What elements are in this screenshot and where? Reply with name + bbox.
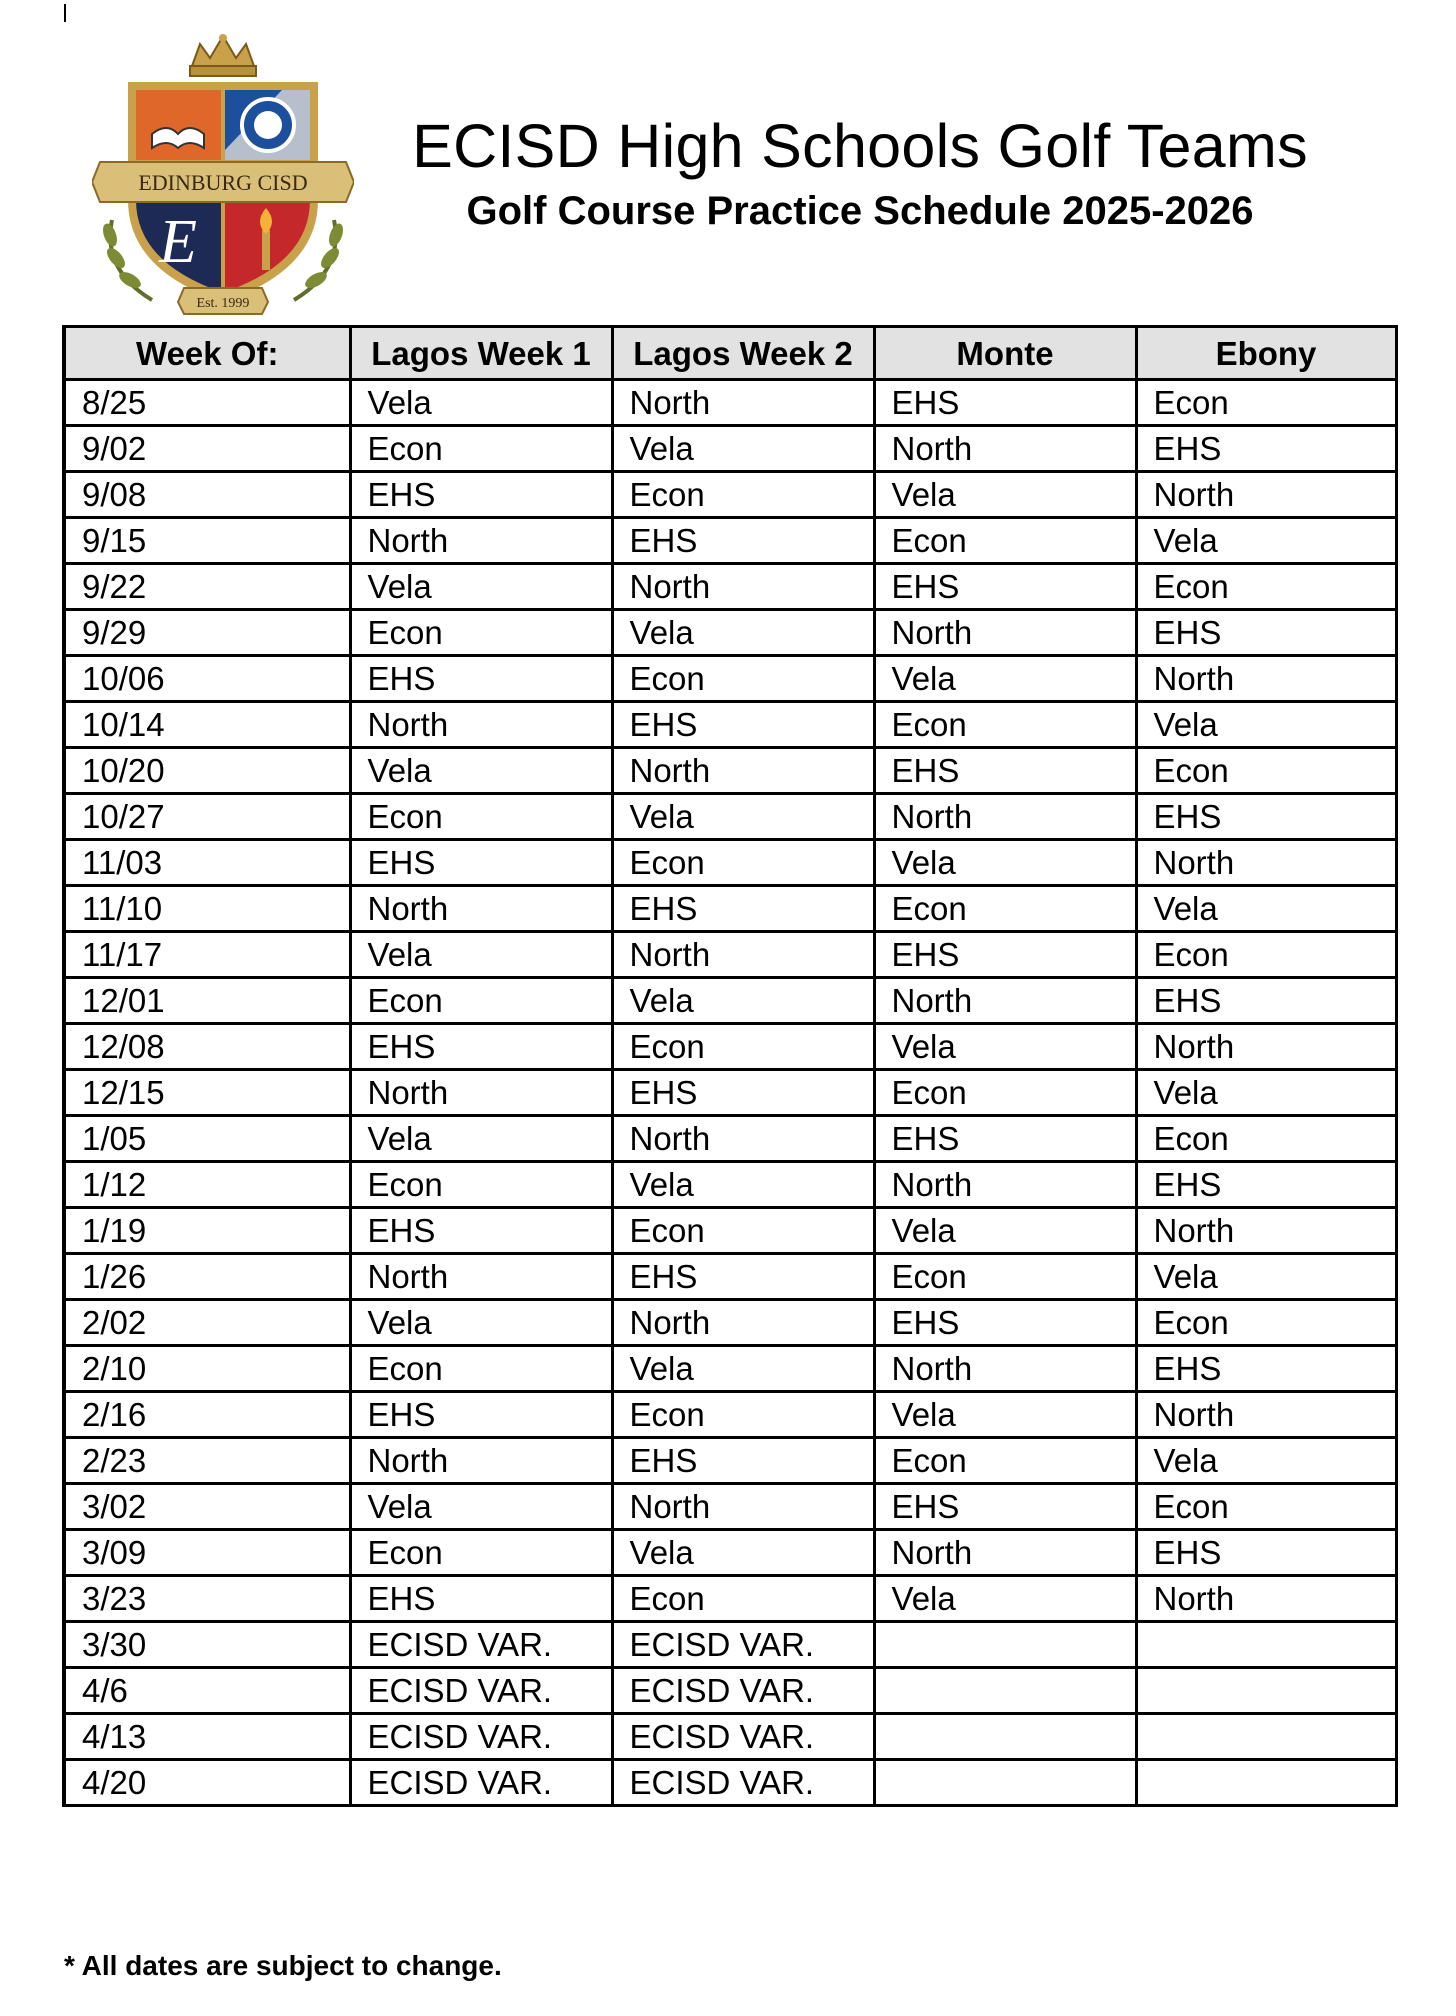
- table-row: [64, 472, 1396, 518]
- cell-ebony: EHS: [1136, 1162, 1396, 1208]
- cell-monte: North: [874, 978, 1136, 1024]
- cell-monte: EHS: [874, 564, 1136, 610]
- cell-lagos-week-2: EHS: [612, 1070, 874, 1116]
- table-row: [64, 1530, 1396, 1576]
- svg-text:Est. 1999: Est. 1999: [196, 296, 250, 311]
- table-row: [64, 1254, 1396, 1300]
- cell-week-of: 9/29: [64, 610, 350, 656]
- cell-lagos-week-2: Econ: [612, 1392, 874, 1438]
- cell-lagos-week-2: Vela: [612, 426, 874, 472]
- cell-ebony: Vela: [1136, 702, 1396, 748]
- cell-lagos-week-2: Econ: [612, 1208, 874, 1254]
- cell-week-of: 2/16: [64, 1392, 350, 1438]
- cell-ebony: EHS: [1136, 1530, 1396, 1576]
- cell-week-of: 9/08: [64, 472, 350, 518]
- cell-lagos-week-2: North: [612, 1484, 874, 1530]
- table-row: [64, 1484, 1396, 1530]
- cell-monte: Econ: [874, 702, 1136, 748]
- cell-lagos-week-1: North: [350, 518, 612, 564]
- cell-week-of: 11/03: [64, 840, 350, 886]
- cell-ebony: EHS: [1136, 610, 1396, 656]
- cell-week-of: 3/30: [64, 1622, 350, 1668]
- cell-lagos-week-1: EHS: [350, 472, 612, 518]
- cell-monte: Vela: [874, 1576, 1136, 1622]
- column-header-monte: Monte: [874, 327, 1136, 380]
- cell-week-of: 1/05: [64, 1116, 350, 1162]
- cell-ebony: Vela: [1136, 1070, 1396, 1116]
- cell-ebony: EHS: [1136, 978, 1396, 1024]
- cell-monte: Vela: [874, 1208, 1136, 1254]
- footnote: * All dates are subject to change.: [64, 1950, 502, 1981]
- cell-week-of: 3/23: [64, 1576, 350, 1622]
- cell-monte: North: [874, 1346, 1136, 1392]
- cell-week-of: 4/13: [64, 1714, 350, 1760]
- table-row: [64, 1300, 1396, 1346]
- cell-monte: Vela: [874, 1024, 1136, 1070]
- cell-week-of: 2/23: [64, 1438, 350, 1484]
- table-row: [64, 1622, 1396, 1668]
- cell-monte: Econ: [874, 1254, 1136, 1300]
- column-header-ebony: Ebony: [1136, 327, 1396, 380]
- cell-ebony: Vela: [1136, 518, 1396, 564]
- cell-monte: North: [874, 1162, 1136, 1208]
- cell-lagos-week-2: ECISD VAR.: [612, 1668, 874, 1714]
- table-row: [64, 932, 1396, 978]
- cell-lagos-week-2: Econ: [612, 656, 874, 702]
- cell-monte: Vela: [874, 472, 1136, 518]
- cell-ebony: North: [1136, 1024, 1396, 1070]
- cell-monte: EHS: [874, 1300, 1136, 1346]
- cell-ebony: EHS: [1136, 1346, 1396, 1392]
- cell-monte: EHS: [874, 748, 1136, 794]
- cell-monte: Vela: [874, 1392, 1136, 1438]
- cell-lagos-week-1: EHS: [350, 1392, 612, 1438]
- cell-lagos-week-2: Vela: [612, 1162, 874, 1208]
- table-body: [64, 380, 1396, 1806]
- cell-ebony: Vela: [1136, 1438, 1396, 1484]
- cell-monte: Vela: [874, 656, 1136, 702]
- cell-lagos-week-1: ECISD VAR.: [350, 1668, 612, 1714]
- column-header-lagos-week-1: Lagos Week 1: [350, 327, 612, 380]
- cell-week-of: 1/12: [64, 1162, 350, 1208]
- cell-monte: North: [874, 1530, 1136, 1576]
- table-row: [64, 1208, 1396, 1254]
- cell-week-of: 12/01: [64, 978, 350, 1024]
- table-row: [64, 1576, 1396, 1622]
- table-row: [64, 518, 1396, 564]
- cell-lagos-week-2: Econ: [612, 1024, 874, 1070]
- table-row: [64, 1714, 1396, 1760]
- cell-lagos-week-2: ECISD VAR.: [612, 1622, 874, 1668]
- table-row: [64, 1162, 1396, 1208]
- cell-lagos-week-2: North: [612, 564, 874, 610]
- cell-lagos-week-2: EHS: [612, 886, 874, 932]
- page-title: ECISD High Schools Golf Teams: [412, 112, 1308, 180]
- cell-ebony: [1136, 1668, 1396, 1714]
- table-row: [64, 1760, 1396, 1806]
- cell-ebony: [1136, 1714, 1396, 1760]
- cell-week-of: 10/06: [64, 656, 350, 702]
- cell-lagos-week-2: EHS: [612, 702, 874, 748]
- cell-week-of: 12/15: [64, 1070, 350, 1116]
- table-row: [64, 886, 1396, 932]
- cell-lagos-week-1: North: [350, 1254, 612, 1300]
- column-header-lagos-week-2: Lagos Week 2: [612, 327, 874, 380]
- cell-week-of: 2/10: [64, 1346, 350, 1392]
- cell-lagos-week-1: Econ: [350, 1530, 612, 1576]
- table-row: [64, 1438, 1396, 1484]
- svg-text:E: E: [159, 208, 197, 276]
- table-row: [64, 702, 1396, 748]
- cell-lagos-week-1: Vela: [350, 564, 612, 610]
- cell-lagos-week-1: Vela: [350, 1300, 612, 1346]
- cell-ebony: [1136, 1760, 1396, 1806]
- cell-lagos-week-2: Vela: [612, 610, 874, 656]
- cell-lagos-week-2: Vela: [612, 794, 874, 840]
- cell-lagos-week-1: North: [350, 1438, 612, 1484]
- cell-monte: Econ: [874, 886, 1136, 932]
- table-row: [64, 1392, 1396, 1438]
- cell-lagos-week-1: ECISD VAR.: [350, 1714, 612, 1760]
- svg-text:EDINBURG CISD: EDINBURG CISD: [138, 170, 308, 195]
- cell-lagos-week-1: ECISD VAR.: [350, 1760, 612, 1806]
- cell-lagos-week-1: Econ: [350, 1346, 612, 1392]
- cell-ebony: [1136, 1622, 1396, 1668]
- cell-monte: Vela: [874, 840, 1136, 886]
- cell-monte: [874, 1714, 1136, 1760]
- table-row: [64, 978, 1396, 1024]
- cell-lagos-week-2: ECISD VAR.: [612, 1714, 874, 1760]
- cell-lagos-week-1: Econ: [350, 426, 612, 472]
- cell-lagos-week-1: EHS: [350, 1208, 612, 1254]
- cell-week-of: 8/25: [64, 380, 350, 426]
- cell-lagos-week-2: Econ: [612, 1576, 874, 1622]
- cell-lagos-week-1: EHS: [350, 1024, 612, 1070]
- cell-ebony: Econ: [1136, 1116, 1396, 1162]
- cell-week-of: 4/20: [64, 1760, 350, 1806]
- cell-ebony: North: [1136, 1208, 1396, 1254]
- cell-lagos-week-2: Vela: [612, 1530, 874, 1576]
- cell-monte: EHS: [874, 380, 1136, 426]
- cell-lagos-week-1: EHS: [350, 656, 612, 702]
- table-row: [64, 564, 1396, 610]
- cell-week-of: 2/02: [64, 1300, 350, 1346]
- cell-monte: EHS: [874, 932, 1136, 978]
- cell-lagos-week-1: ECISD VAR.: [350, 1622, 612, 1668]
- cell-lagos-week-2: North: [612, 1300, 874, 1346]
- cell-lagos-week-1: Vela: [350, 932, 612, 978]
- table-row: [64, 1668, 1396, 1714]
- cell-lagos-week-1: North: [350, 702, 612, 748]
- cell-week-of: 11/10: [64, 886, 350, 932]
- cell-monte: Econ: [874, 518, 1136, 564]
- cell-lagos-week-1: Vela: [350, 1116, 612, 1162]
- table-row: [64, 656, 1396, 702]
- cell-monte: EHS: [874, 1116, 1136, 1162]
- table-row: [64, 610, 1396, 656]
- cell-lagos-week-2: ECISD VAR.: [612, 1760, 874, 1806]
- cell-lagos-week-1: EHS: [350, 1576, 612, 1622]
- cell-lagos-week-1: Econ: [350, 794, 612, 840]
- cell-lagos-week-2: North: [612, 932, 874, 978]
- cell-ebony: North: [1136, 472, 1396, 518]
- cell-week-of: 10/27: [64, 794, 350, 840]
- cell-week-of: 4/6: [64, 1668, 350, 1714]
- cell-lagos-week-2: North: [612, 748, 874, 794]
- table-row: [64, 426, 1396, 472]
- cell-ebony: Vela: [1136, 1254, 1396, 1300]
- cell-monte: [874, 1668, 1136, 1714]
- cell-ebony: North: [1136, 840, 1396, 886]
- cell-ebony: North: [1136, 1576, 1396, 1622]
- cell-week-of: 3/02: [64, 1484, 350, 1530]
- cell-lagos-week-1: North: [350, 886, 612, 932]
- cell-lagos-week-2: Econ: [612, 472, 874, 518]
- table-row: [64, 1116, 1396, 1162]
- cell-week-of: 3/09: [64, 1530, 350, 1576]
- cell-lagos-week-2: Econ: [612, 840, 874, 886]
- cell-ebony: Econ: [1136, 1484, 1396, 1530]
- cell-week-of: 9/15: [64, 518, 350, 564]
- table-row: [64, 1070, 1396, 1116]
- cell-lagos-week-1: Econ: [350, 978, 612, 1024]
- table-row: [64, 1024, 1396, 1070]
- cell-ebony: Econ: [1136, 748, 1396, 794]
- cell-week-of: 12/08: [64, 1024, 350, 1070]
- cell-week-of: 9/22: [64, 564, 350, 610]
- cell-ebony: Econ: [1136, 380, 1396, 426]
- cell-week-of: 1/26: [64, 1254, 350, 1300]
- cell-lagos-week-2: Vela: [612, 1346, 874, 1392]
- table-row: [64, 380, 1396, 426]
- cell-monte: EHS: [874, 1484, 1136, 1530]
- cell-ebony: North: [1136, 1392, 1396, 1438]
- cell-monte: [874, 1622, 1136, 1668]
- cell-week-of: 10/14: [64, 702, 350, 748]
- column-header-week-of: Week Of:: [64, 327, 350, 380]
- cell-monte: North: [874, 794, 1136, 840]
- cell-lagos-week-2: EHS: [612, 1438, 874, 1484]
- cell-lagos-week-2: North: [612, 1116, 874, 1162]
- cell-monte: Econ: [874, 1070, 1136, 1116]
- practice-schedule-table: [62, 325, 1398, 1807]
- table-header-row: [64, 327, 1396, 380]
- table-row: [64, 1346, 1396, 1392]
- cell-lagos-week-2: EHS: [612, 518, 874, 564]
- cell-lagos-week-1: Econ: [350, 1162, 612, 1208]
- cell-lagos-week-1: Vela: [350, 748, 612, 794]
- table-row: [64, 748, 1396, 794]
- cell-lagos-week-2: EHS: [612, 1254, 874, 1300]
- title-block: [380, 110, 1340, 236]
- cell-monte: [874, 1760, 1136, 1806]
- cell-week-of: 9/02: [64, 426, 350, 472]
- cell-ebony: EHS: [1136, 426, 1396, 472]
- cell-lagos-week-2: Vela: [612, 978, 874, 1024]
- page-subtitle: Golf Course Practice Schedule 2025-2026: [466, 189, 1254, 233]
- table-row: [64, 794, 1396, 840]
- cell-lagos-week-1: North: [350, 1070, 612, 1116]
- cell-monte: North: [874, 610, 1136, 656]
- cell-lagos-week-1: Vela: [350, 380, 612, 426]
- cell-ebony: EHS: [1136, 794, 1396, 840]
- cell-lagos-week-1: Vela: [350, 1484, 612, 1530]
- cell-monte: North: [874, 426, 1136, 472]
- text-cursor: [64, 4, 66, 22]
- table-row: [64, 840, 1396, 886]
- cell-ebony: Econ: [1136, 932, 1396, 978]
- cell-lagos-week-1: EHS: [350, 840, 612, 886]
- cell-week-of: 1/19: [64, 1208, 350, 1254]
- edinburg-cisd-crest-logo: [92, 30, 354, 320]
- cell-lagos-week-1: Econ: [350, 610, 612, 656]
- cell-ebony: Econ: [1136, 1300, 1396, 1346]
- cell-ebony: North: [1136, 656, 1396, 702]
- cell-monte: Econ: [874, 1438, 1136, 1484]
- cell-ebony: Vela: [1136, 886, 1396, 932]
- cell-week-of: 11/17: [64, 932, 350, 978]
- cell-week-of: 10/20: [64, 748, 350, 794]
- cell-ebony: Econ: [1136, 564, 1396, 610]
- cell-lagos-week-2: North: [612, 380, 874, 426]
